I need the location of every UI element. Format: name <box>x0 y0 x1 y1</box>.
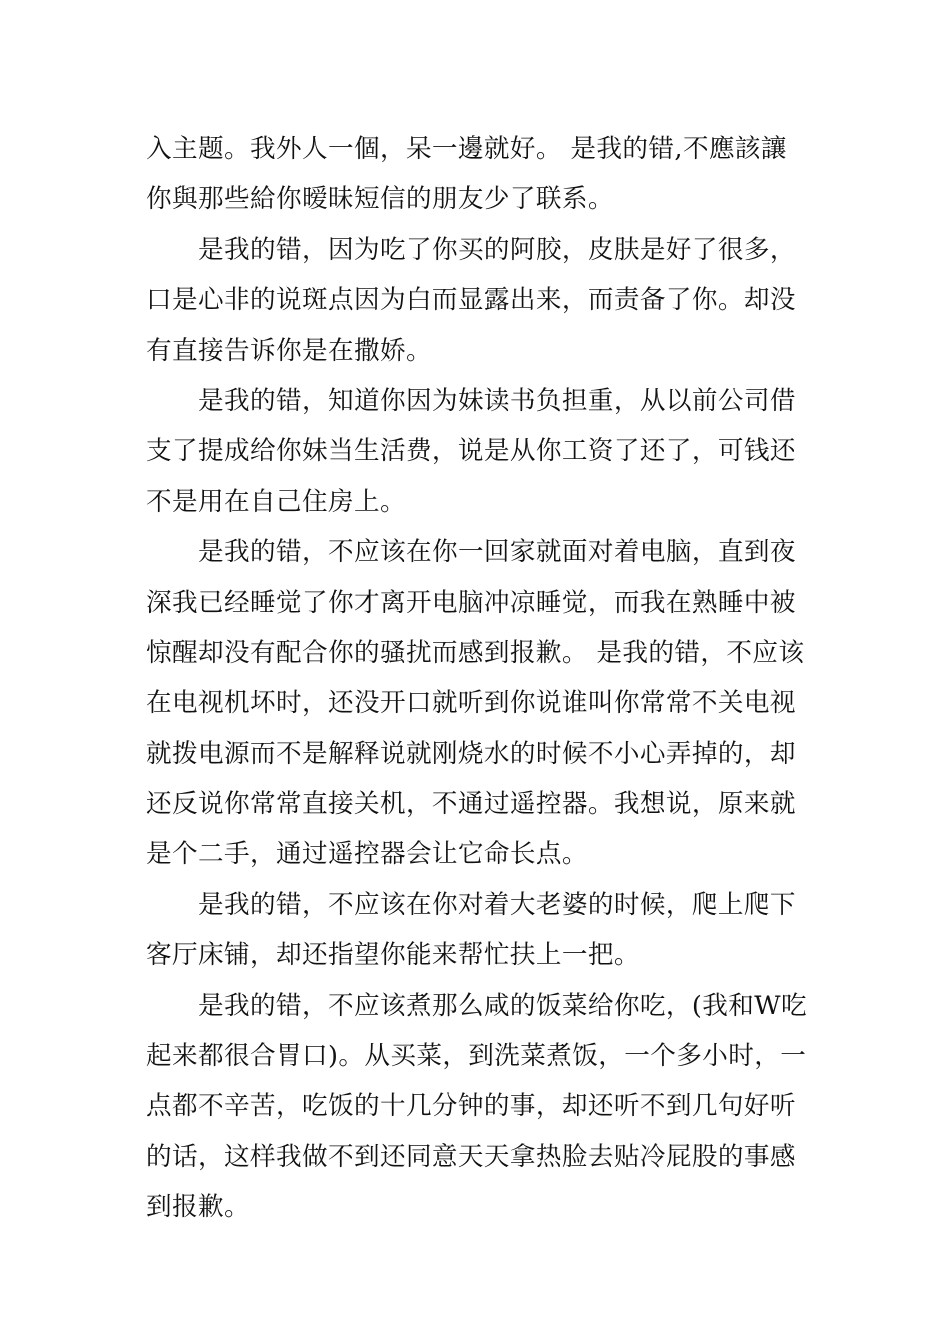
text-line: 你與那些給你暧昧短信的朋友少了联系。 <box>146 184 614 215</box>
text-line: 是我的错，不应该煮那么咸的饭菜给你吃，(我和W吃 <box>198 990 807 1021</box>
text-line: 点都不辛苦，吃饭的十几分钟的事，却还听不到几句好听 <box>146 1091 796 1122</box>
text-line: 深我已经睡觉了你才离开电脑冲凉睡觉，而我在熟睡中被 <box>146 587 796 618</box>
text-line: 口是心非的说斑点因为白而显露出来，而责备了你。却没 <box>146 285 796 316</box>
text-line: 是我的错，知道你因为妹读书负担重，从以前公司借 <box>198 385 796 416</box>
body-text <box>146 124 810 1233</box>
text-line: 就拨电源而不是解释说就刚烧水的时候不小心弄掉的，却 <box>146 738 796 769</box>
text-line: 是我的错，因为吃了你买的阿胶，皮肤是好了很多， <box>198 234 796 265</box>
text-line: 是我的错，不应该在你对着大老婆的时候，爬上爬下 <box>198 889 796 920</box>
text-line: 是个二手，通过遥控器会让它命长点。 <box>146 839 588 870</box>
text-line: 有直接告诉你是在撒娇。 <box>146 335 432 366</box>
text-line: 在电视机坏时，还没开口就听到你说谁叫你常常不关电视 <box>146 688 796 719</box>
text-line: 支了提成给你妹当生活费，说是从你工资了还了，可钱还 <box>146 436 796 467</box>
text-line: 起来都很合胃口)。从买菜，到洗菜煮饭，一个多小时，一 <box>146 1041 807 1072</box>
text-line: 到报歉。 <box>146 1192 250 1223</box>
text-line: 客厅床铺，却还指望你能来帮忙扶上一把。 <box>146 940 640 971</box>
text-line: 还反说你常常直接关机，不通过遥控器。我想说，原来就 <box>146 789 796 820</box>
text-line: 不是用在自己住房上。 <box>146 486 406 517</box>
text-line: 的话，这样我做不到还同意天天拿热脸去贴冷屁股的事感 <box>146 1141 796 1172</box>
text-line: 入主题。我外人一個，呆一邊就好。 是我的错,不應該讓 <box>146 134 787 164</box>
text-line: 是我的错，不应该在你一回家就面对着电脑，直到夜 <box>198 537 796 568</box>
text-line: 惊醒却没有配合你的骚扰而感到报歉。 是我的错，不应该 <box>146 637 805 668</box>
